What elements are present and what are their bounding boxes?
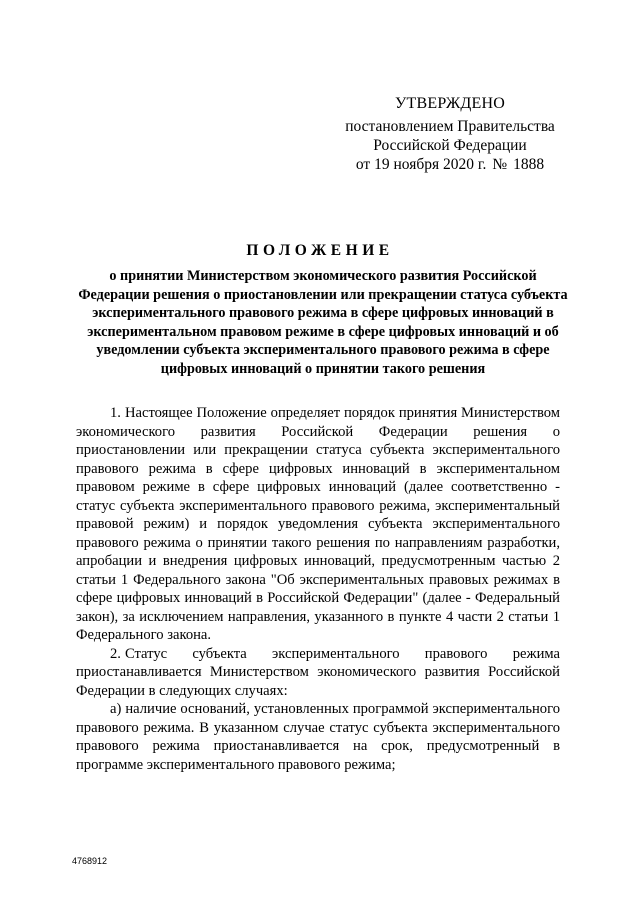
paragraph-text: Статус субъекта экспериментального правового режима приостанавливается Министерством экономического развития Российской Федерации в следующих случаях: bbox=[76, 645, 560, 699]
approval-number: 1888 bbox=[513, 156, 545, 173]
approval-number-sign: № bbox=[492, 156, 508, 173]
paragraph-text: наличие оснований, установленных программой экспериментального правового режима. В указанном случае статус субъекта экспериментального правового режима приостанавливается на срок, предусмотренный в программе экспериментального правового режима; bbox=[76, 701, 560, 773]
document-title: ПОЛОЖЕНИЕ bbox=[246, 242, 394, 259]
document-body bbox=[76, 404, 560, 774]
approval-date: от 19 ноября 2020 г. bbox=[355, 156, 487, 173]
approval-date-line bbox=[330, 155, 570, 174]
document-subtitle: о принятии Министерством экономического развития Российской Федерации решения о приостановлении или прекращении статуса субъекта экспериментального правового режима в сфере цифровых инноваций в экспериментальном правовом режиме в сфере цифровых инноваций и об уведомлении субъекта экспериментального правового режима в сфере цифровых инноваций о принятии такого решения bbox=[78, 268, 568, 377]
paragraph-number: а) bbox=[110, 701, 122, 717]
paragraph-1 bbox=[76, 404, 560, 645]
paragraph-2 bbox=[76, 645, 560, 701]
paragraph-2a bbox=[76, 700, 560, 774]
document-code: 4768912 bbox=[72, 856, 108, 866]
approval-line-government: Российской Федерации bbox=[373, 137, 527, 154]
paragraph-number: 1. bbox=[110, 405, 121, 421]
paragraph-number: 2. bbox=[110, 645, 121, 662]
approval-line-resolution: постановлением Правительства bbox=[345, 118, 555, 135]
approval-stamp: УТВЕРЖДЕНО bbox=[394, 95, 505, 112]
approval-block bbox=[330, 94, 570, 174]
paragraph-text: Настоящее Положение определяет порядок принятия Министерством экономического развития Российской Федерации решения о приостановлении или прекращении статуса субъекта экспериментального правового режима в сфере цифровых инноваций в экспериментальном правовом режиме в сфере цифровых инноваций (далее соответственно - статус субъекта экспериментального правового режима, экспериментальный правовой режим) и порядок уведомления субъекта экспериментального правового режима о принятии такого решения по направлениям разработки, апробации и внедрения цифровых инноваций, предусмотренным частью 2 статьи 1 Федерального закона "Об экспериментальных правовых режимах в сфере цифровых инноваций в Российской Федерации" (далее - Федеральный закон), за исключением направления, указанного в пункте 4 части 2 статьи 1 Федерального закона. bbox=[76, 405, 560, 643]
